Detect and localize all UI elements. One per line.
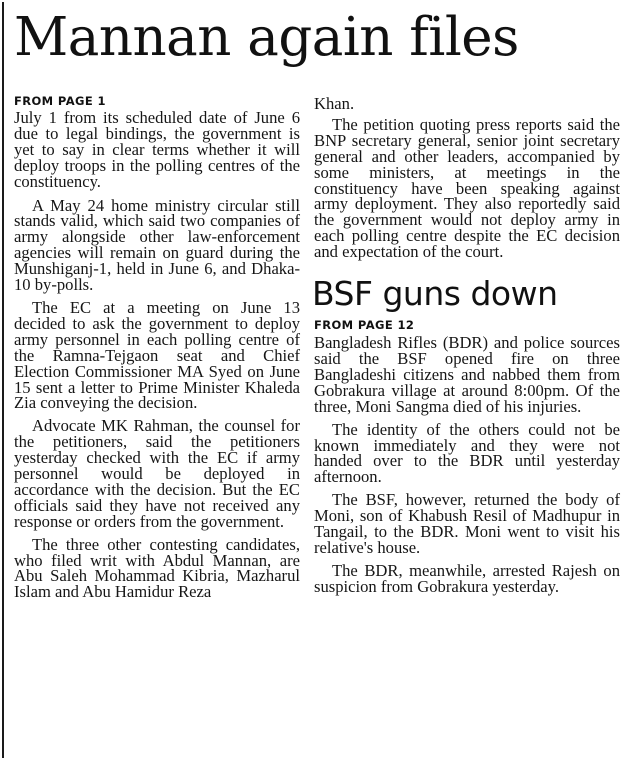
article-paragraph: Advocate MK Rahman, the counsel for the petitioners, said the petitioners yesterday checked with the EC if army personnel would be deployed in accordance with the decision. But the EC officials said they have not received any response or orders from the government.: [14, 416, 300, 531]
article-paragraph: The petition quoting press reports said the BNP secretary general, senior joint secretary general and other leaders, accompanied by some ministers, at meetings in the constituency have been speaking against army deployment. They also reportedly said the government would not deploy army in each polling centre despite the EC decision and expectation of the court.: [314, 114, 620, 262]
article-paragraph: The EC at a meeting on June 13 decided to ask the government to deploy army personnel in each polling centre of the Ramna-Tejgaon seat and Chief Election Commissioner MA Syed on June 15 sent a letter to Prime Minister Khaleda Zia conveying the decision.: [14, 297, 300, 413]
article-paragraph: The identity of the others could not be known immediately and they were not handed over to the BDR until yesterday afternoon.: [314, 419, 620, 487]
article-paragraph: The three other contesting candidates, who filed writ with Abdul Mannan, are Abu Saleh Mohammad Kibria, Mazharul Islam and Abu Hamidur Reza: [14, 534, 300, 602]
continuation-kicker: FROM PAGE 1: [14, 94, 106, 108]
article-paragraph: The BDR, meanwhile, arrested Rajesh on suspicion from Gobrakura yesterday.: [314, 560, 620, 596]
article-paragraph: Bangladesh Rifles (BDR) and police sources said the BSF opened fire on three Bangladeshi citizens and nabbed them from Gobrakura village at around 8:00pm. Of the three, Moni Sangma died of his injuries.: [314, 333, 620, 416]
article-paragraph: The BSF, however, returned the body of Moni, son of Khabush Resil of Madhupur in Tangail, to the BDR. Moni went to visit his relative's house.: [314, 490, 620, 557]
article-paragraph: A May 24 home ministry circular still stands valid, which said two companies of army alongside other law-enforcement agencies will remain on guard during the Munshiganj-1, held in June 6, and Dhaka-10 by-polls.: [14, 195, 300, 295]
left-column: [14, 94, 300, 607]
column-rule: [2, 2, 4, 758]
right-column: [314, 96, 620, 602]
headline: Mannan again files: [14, 7, 519, 68]
article-paragraph: Khan.: [314, 94, 355, 113]
second-story-headline: BSF guns down: [312, 274, 558, 314]
article-paragraph: July 1 from its scheduled date of June 6 due to legal bindings, the government is yet to say in clear terms whether it will deploy troops in the polling centres of the constituency.: [14, 108, 300, 191]
continuation-kicker: FROM PAGE 12: [314, 318, 415, 333]
